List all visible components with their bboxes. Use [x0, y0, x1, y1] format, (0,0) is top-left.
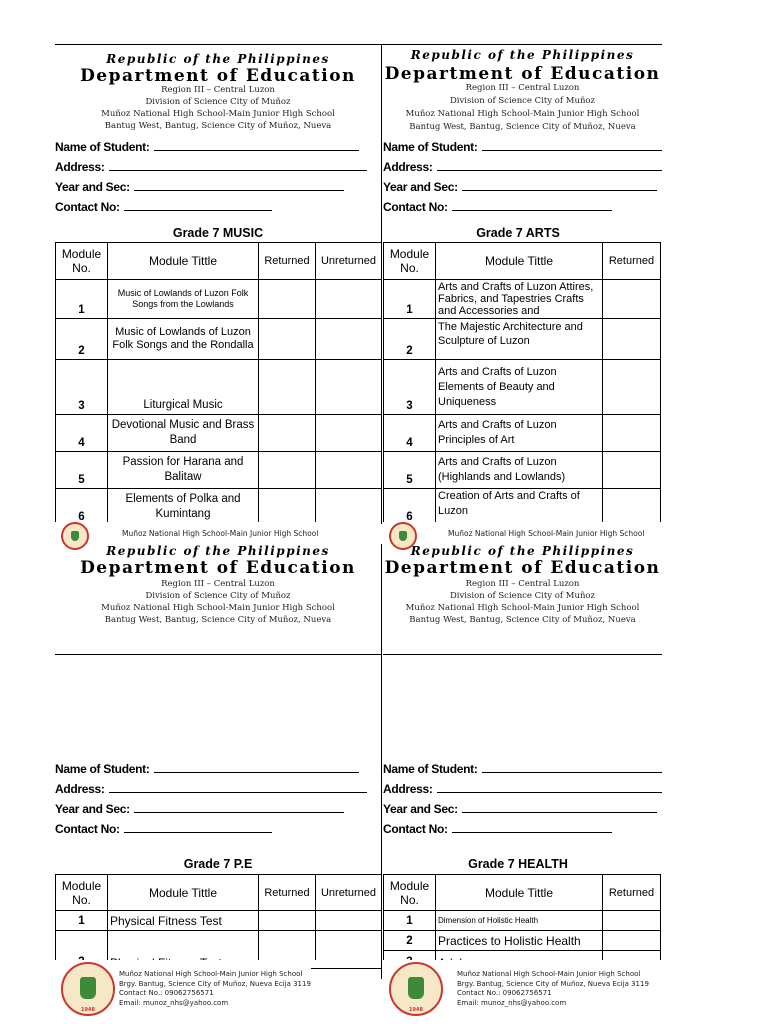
module-no-header: Module No. — [56, 875, 108, 911]
table-row — [56, 452, 382, 489]
address-label: Address: — [55, 782, 105, 796]
unreturned-checkbox[interactable] — [316, 319, 382, 360]
returned-checkbox[interactable] — [603, 360, 661, 415]
arts-module-table — [383, 242, 661, 522]
name-field[interactable] — [55, 140, 359, 154]
contact-field[interactable] — [55, 822, 272, 836]
contact-field[interactable] — [383, 200, 612, 214]
unreturned-checkbox[interactable] — [316, 415, 382, 452]
address-line: Bantug West, Bantug, Science City of Muñoz, Nueva — [409, 122, 636, 132]
name-label: Name of Student: — [383, 762, 478, 776]
table-row — [56, 319, 382, 360]
module-title-header: Module Tittle — [436, 875, 603, 911]
grade-title: Grade 7 HEALTH — [468, 857, 568, 871]
header-rule — [55, 654, 381, 655]
module-number: 3 — [56, 360, 108, 415]
division-line: Division of Science City of Muñoz — [449, 96, 596, 106]
seal-year: 1948 — [81, 1007, 95, 1013]
module-title: Devotional Music and Brass Band — [108, 415, 259, 452]
module-title: Arts and Crafts of Luzon Principles of Art — [436, 415, 603, 452]
name-field[interactable] — [383, 140, 662, 154]
module-number: 5 — [56, 452, 108, 489]
region-line: Region III – Central Luzon — [465, 83, 580, 93]
module-title: Physical Fitness Test — [108, 911, 259, 931]
table-row — [384, 452, 661, 489]
module-number: 5 — [384, 452, 436, 489]
unreturned-checkbox[interactable] — [316, 931, 382, 965]
returned-checkbox[interactable] — [259, 280, 316, 319]
module-title-header: Module Tittle — [436, 243, 603, 280]
module-number: 2 — [56, 319, 108, 360]
module-title: The Majestic Architecture and Sculpture of Luzon — [436, 319, 603, 360]
table-row — [384, 360, 661, 415]
division-line: Division of Science City of Muñoz — [449, 591, 596, 601]
school-line: Muñoz National High School-Main Junior High School — [405, 603, 640, 613]
returned-checkbox[interactable] — [603, 319, 661, 360]
year-sec-field[interactable] — [383, 802, 657, 816]
grade-title: Grade 7 P.E — [183, 857, 253, 871]
name-field[interactable] — [383, 762, 662, 776]
returned-checkbox[interactable] — [603, 280, 661, 319]
school-line: Muñoz National High School-Main Junior High School — [405, 109, 640, 119]
footer-email: Email: munoz_nhs@yahoo.com — [119, 998, 229, 1007]
returned-checkbox[interactable] — [259, 415, 316, 452]
module-title-header: Module Tittle — [108, 875, 259, 911]
module-no-header: Module No. — [56, 243, 108, 280]
year-sec-field[interactable] — [55, 802, 344, 816]
header-rule — [383, 654, 662, 655]
module-title — [108, 931, 259, 965]
school-line: Muñoz National High School-Main Junior High School — [101, 109, 335, 119]
footer-school: Muñoz National High School-Main Junior High School — [457, 970, 641, 978]
region-line: Region III – Central Luzon — [161, 579, 275, 589]
module-title: Arts and Crafts of Luzon (Highlands and Lowlands) — [436, 452, 603, 489]
returned-checkbox[interactable] — [603, 452, 661, 489]
department-heading: Department of Education — [384, 558, 661, 578]
year-sec-label: Year and Sec: — [383, 802, 458, 816]
footer-address: Brgy. Bantug, Science City of Muñoz, Nueva Ecija 3119 — [457, 979, 649, 988]
module-title: Arts and Crafts of Luzon Elements of Beauty and Uniqueness — [436, 360, 603, 415]
module-number: 2 — [384, 319, 436, 360]
returned-checkbox[interactable] — [259, 931, 316, 965]
address-label: Address: — [383, 160, 433, 174]
module-title: Elements of Polka and Kumintang — [108, 489, 259, 523]
module-title: Dimension of Holistic Health — [436, 911, 603, 931]
name-label: Name of Student: — [55, 762, 150, 776]
contact-field[interactable] — [383, 822, 612, 836]
department-heading: Department of Education — [384, 64, 661, 84]
grade-title: Grade 7 MUSIC — [172, 226, 264, 240]
module-no-header: Module No. — [384, 875, 436, 911]
year-sec-field[interactable] — [383, 180, 657, 194]
footer-left — [55, 960, 381, 1024]
module-no-header: Module No. — [384, 243, 436, 280]
health-module-table — [383, 874, 661, 964]
returned-header: Returned — [259, 243, 316, 280]
module-number: 1 — [384, 280, 436, 319]
module-number: 4 — [384, 415, 436, 452]
table-row — [56, 415, 382, 452]
module-number — [56, 931, 108, 965]
music-panel — [55, 44, 381, 522]
footer-text — [119, 970, 311, 1008]
year-sec-label: Year and Sec: — [383, 180, 458, 194]
table-row — [384, 280, 661, 319]
module-title: Music of Lowlands of Luzon Folk Songs from the Lowlands — [108, 280, 259, 319]
returned-checkbox[interactable] — [259, 911, 316, 931]
unreturned-header: Unreturned — [316, 243, 382, 280]
name-label: Name of Student: — [55, 140, 150, 154]
module-number: 6 — [56, 489, 108, 523]
module-title: Music of Lowlands of Luzon Folk Songs and the Rondalla — [108, 319, 259, 360]
address-field[interactable] — [383, 782, 662, 796]
module-number: 6 — [384, 489, 436, 523]
contact-label: Contact No: — [55, 822, 120, 836]
footer-address: Brgy. Bantug, Science City of Muñoz, Nueva Ecija 3119 — [119, 979, 311, 988]
returned-header: Returned — [603, 243, 661, 280]
table-row — [56, 280, 382, 319]
returned-checkbox[interactable] — [603, 911, 661, 931]
year-sec-field[interactable] — [55, 180, 344, 194]
school-line: Muñoz National High School-Main Junior High School — [101, 603, 335, 613]
address-field[interactable] — [55, 160, 367, 174]
footer-right — [383, 960, 662, 1024]
unreturned-checkbox[interactable] — [316, 452, 382, 489]
unreturned-checkbox[interactable] — [316, 489, 382, 523]
republic-heading: Republic of the Philippines — [106, 544, 330, 558]
divider — [381, 544, 382, 979]
returned-checkbox[interactable] — [259, 319, 316, 360]
unreturned-checkbox[interactable] — [316, 911, 382, 931]
divider — [381, 44, 382, 524]
school-logo-text: Muñoz National High School-Main Junior High School — [448, 529, 645, 538]
table-row — [384, 319, 661, 360]
module-number: 3 — [384, 360, 436, 415]
school-logo-strip — [55, 522, 381, 544]
school-logo-text: Muñoz National High School-Main Junior High School — [122, 529, 319, 538]
module-title-header: Module Tittle — [108, 243, 259, 280]
module-title: Creation of Arts and Crafts of Luzon — [436, 489, 603, 523]
contact-label: Contact No: — [383, 822, 448, 836]
returned-header: Returned — [259, 875, 316, 911]
returned-checkbox[interactable] — [259, 489, 316, 523]
table-row — [384, 931, 661, 951]
table-row — [384, 415, 661, 452]
returned-header: Returned — [603, 875, 661, 911]
returned-checkbox[interactable] — [259, 452, 316, 489]
address-label: Address: — [55, 160, 105, 174]
returned-checkbox[interactable] — [259, 360, 316, 415]
footer-contact: Contact No.: 09062756571 — [457, 989, 552, 998]
department-heading: Department of Education — [80, 558, 356, 578]
pe-module-table — [55, 874, 381, 964]
footer-text — [457, 970, 649, 1008]
module-title: Arts and Crafts of Luzon Attires, Fabrics, and Tapestries Crafts and Accessories and — [436, 280, 603, 319]
republic-heading: Republic of the Philippines — [410, 544, 635, 558]
returned-checkbox[interactable] — [603, 489, 661, 523]
division-line: Division of Science City of Muñoz — [145, 97, 291, 107]
returned-checkbox[interactable] — [603, 931, 661, 951]
contact-label: Contact No: — [383, 200, 448, 214]
module-number: 1 — [56, 911, 108, 931]
module-number: 1 — [384, 911, 436, 931]
health-panel — [383, 544, 662, 964]
region-line: Region III – Central Luzon — [465, 579, 580, 589]
table-row — [56, 489, 382, 523]
school-seal-icon — [61, 962, 115, 1016]
republic-heading: Republic of the Philippines — [106, 52, 330, 66]
returned-checkbox[interactable] — [603, 415, 661, 452]
footer-school: Muñoz National High School-Main Junior High School — [119, 970, 303, 978]
address-line: Bantug West, Bantug, Science City of Muñoz, Nueva — [104, 615, 332, 625]
unreturned-checkbox[interactable] — [316, 360, 382, 415]
contact-field[interactable] — [55, 200, 272, 214]
address-field[interactable] — [383, 160, 662, 174]
seal-year: 1948 — [409, 1007, 423, 1013]
address-field[interactable] — [55, 782, 367, 796]
module-title: Liturgical Music — [108, 360, 259, 415]
module-title: Passion for Harana and Balitaw — [108, 452, 259, 489]
address-line: Bantug West, Bantug, Science City of Muñoz, Nueva — [409, 615, 636, 625]
pe-panel — [55, 544, 381, 964]
module-number: 2 — [384, 931, 436, 951]
address-line: Bantug West, Bantug, Science City of Muñoz, Nueva — [104, 121, 332, 131]
module-number: 1 — [56, 280, 108, 319]
footer-email: Email: munoz_nhs@yahoo.com — [457, 998, 567, 1007]
table-row — [384, 489, 661, 523]
arts-panel — [383, 44, 662, 522]
module-title: Practices to Holistic Health — [436, 931, 603, 951]
footer-rule — [311, 968, 381, 969]
republic-heading: Republic of the Philippines — [410, 48, 635, 62]
division-line: Division of Science City of Muñoz — [145, 591, 291, 601]
module-number: 4 — [56, 415, 108, 452]
department-heading: Department of Education — [80, 66, 356, 86]
grade-title: Grade 7 ARTS — [476, 226, 560, 240]
school-logo-strip — [383, 522, 662, 544]
table-row — [56, 360, 382, 415]
year-sec-label: Year and Sec: — [55, 802, 130, 816]
table-row — [56, 911, 382, 931]
table-row — [56, 931, 382, 965]
name-label: Name of Student: — [383, 140, 478, 154]
address-label: Address: — [383, 782, 433, 796]
music-module-table — [55, 242, 381, 522]
contact-label: Contact No: — [55, 200, 120, 214]
region-line: Region III – Central Luzon — [161, 85, 275, 95]
school-seal-icon — [389, 962, 443, 1016]
unreturned-checkbox[interactable] — [316, 280, 382, 319]
name-field[interactable] — [55, 762, 359, 776]
footer-contact: Contact No.: 09062756571 — [119, 989, 214, 998]
year-sec-label: Year and Sec: — [55, 180, 130, 194]
unreturned-header: Unreturned — [316, 875, 382, 911]
table-row — [384, 911, 661, 931]
